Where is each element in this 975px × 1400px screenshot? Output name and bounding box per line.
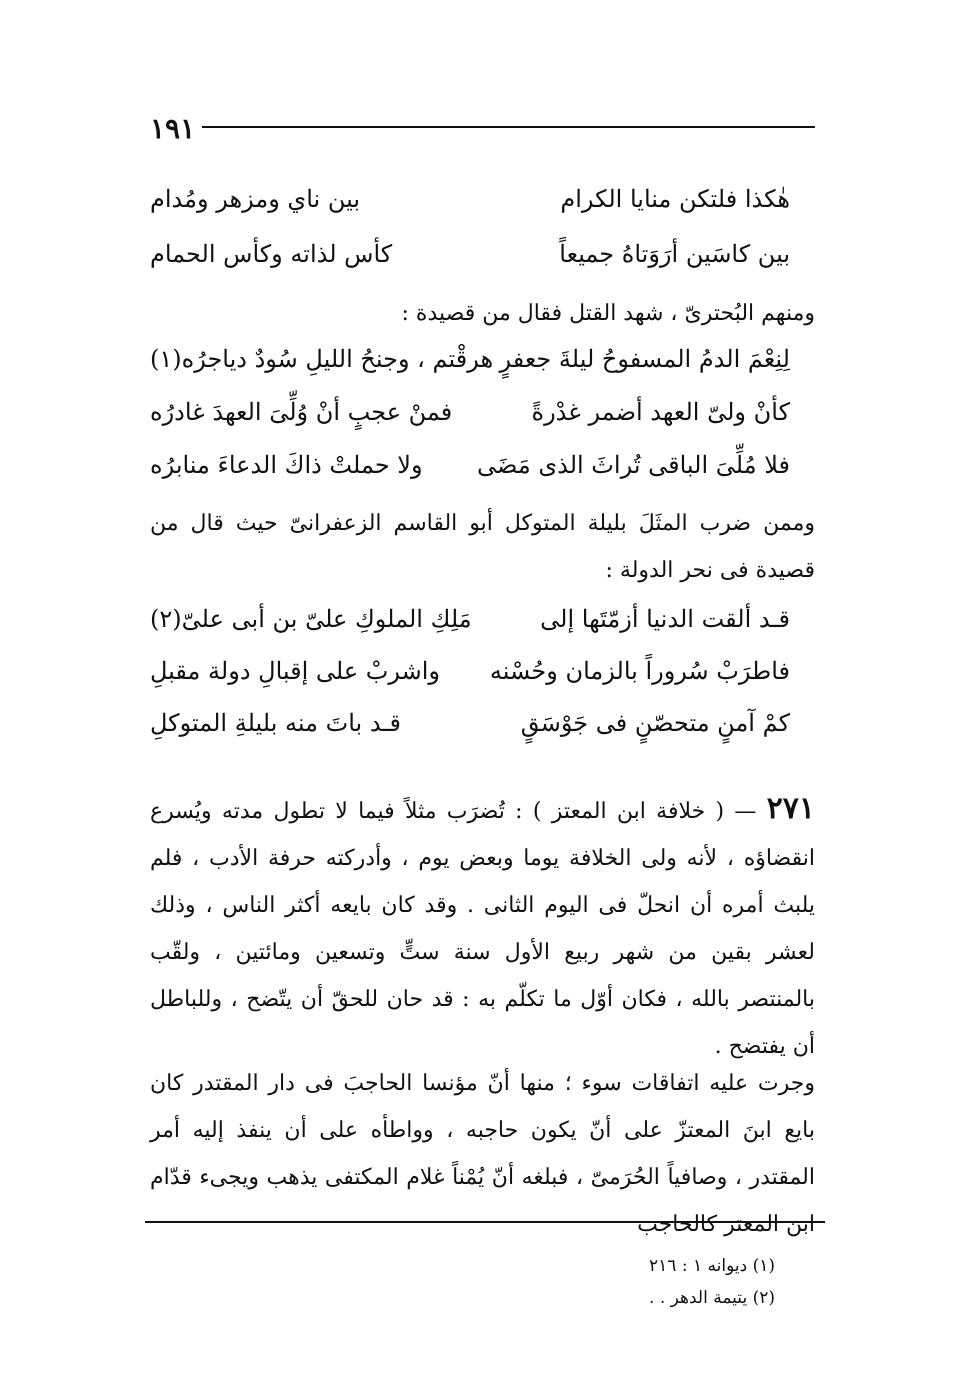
verse-first-hemistich: فلا مُلِّىَ الباقى تُراثَ الذى مَضَى [477,451,790,479]
verse-second-hemistich: بين ناي ومزهر ومُدام [150,185,361,213]
footnote: (٢) يتيمة الدهر . . [649,1288,775,1308]
verse-second-hemistich: واشربْ على إقبالِ دولة مقبلِ [150,657,440,685]
footnote-rule [145,1221,825,1223]
verse-second-hemistich: هرقْتم ، وجنحُ الليلِ سُودٌ دياجرُه(١) [150,345,494,373]
verse-line [150,345,790,393]
verse-first-hemistich: بين كاسَين أرَوَتاهُ جميعاً [559,240,790,268]
page-header [150,112,815,152]
verse-line [150,451,790,499]
header-rule [202,126,815,128]
verse-second-hemistich: مَلِكِ الملوكِ علىّ بن أبى علىّ(٢) [150,605,472,633]
verse-first-hemistich: قـد ألقت الدنيا أزمّتَها إلى [540,605,790,633]
verse-first-hemistich: كمْ آمنٍ متحصّنٍ فى جَوْسَقٍ [520,709,790,737]
section-number: ٢٧١ [766,791,815,826]
intro-buhturi: ومنهم البُحترىّ ، شهد القتل فقال من قصيدة : [401,301,815,326]
verse-line [150,605,790,653]
verse-second-hemistich: فمنْ عجبٍ أنْ وُلِّىَ العهدَ غادرُه [150,398,453,426]
section-paragraph [150,785,815,1070]
verse-first-hemistich: لِنِعْمَ الدمُ المسفوحُ ليلةَ جعفرٍ [499,345,790,373]
verse-first-hemistich: كأنْ ولىّ العهد أضمر غدْرةً [531,398,790,426]
section-text: — ( خلافة ابن المعتز ) : تُضرَب مثلاً فيما لا تطول مدته ويُسرع انقضاؤه ، لأنه ولى الخلافة يوما وبعض يوم ، وأدركته حرفة الأدب ، فلم يلبث أمره أن انحلّ فى اليوم الثانى . وقد كان بايعه أكثر الناس ، وذلك لعشر بقين من شهر ربيع الأول سنة ستٍّ وتسعين ومائتين ، ولقّب بالمنتصر بالله ، فكان أوّل ما تكلّم به : قد حان للحقّ أن يتّضح ، وللباطل أن يفتضح . [150,799,815,1059]
paragraph: وجرت عليه اتفاقات سوء ؛ منها أنّ مؤنسا الحاجبَ فى دار المقتدر كان بايع ابنَ المعتزّ على أنّ يكون حاجبه ، وواطأه على أن ينفذ إليه أمر المقتدر ، وصافياً الحُرَمىّ ، فبلغه أنّ يُمْناً غلام المكتفى يذهب ويجىء قدّام ابن المعتز كالحاجب [150,1071,815,1237]
intro-zafarani: وممن ضرب المثَلَ بليلة المتوكل أبو القاسم الزعفرانىّ حيث قال من قصيدة فى نحر الدولة : [150,511,815,583]
page-number: ١٩١ [150,112,196,145]
footnotes [649,1250,775,1314]
verse-first-hemistich: فاطرَبْ سُروراً بالزمان وحُسْنه [489,657,790,685]
verse-line [150,185,790,233]
verse-line [150,657,790,705]
verse-second-hemistich: قـد باتَ منه بليلةِ المتوكلِ [150,709,401,737]
verse-line [150,709,790,757]
verse-line [150,398,790,446]
verse-second-hemistich: ولا حملتْ ذاكَ الدعاءَ منابرُه [150,451,423,479]
verse-first-hemistich: هٰكذا فلتكن منايا الكرام [560,185,790,213]
verse-second-hemistich: كأس لذاته وكأس الحمام [150,240,393,268]
verse-line [150,240,790,288]
footnote: (١) ديوانه ١ : ٢١٦ [649,1256,775,1276]
